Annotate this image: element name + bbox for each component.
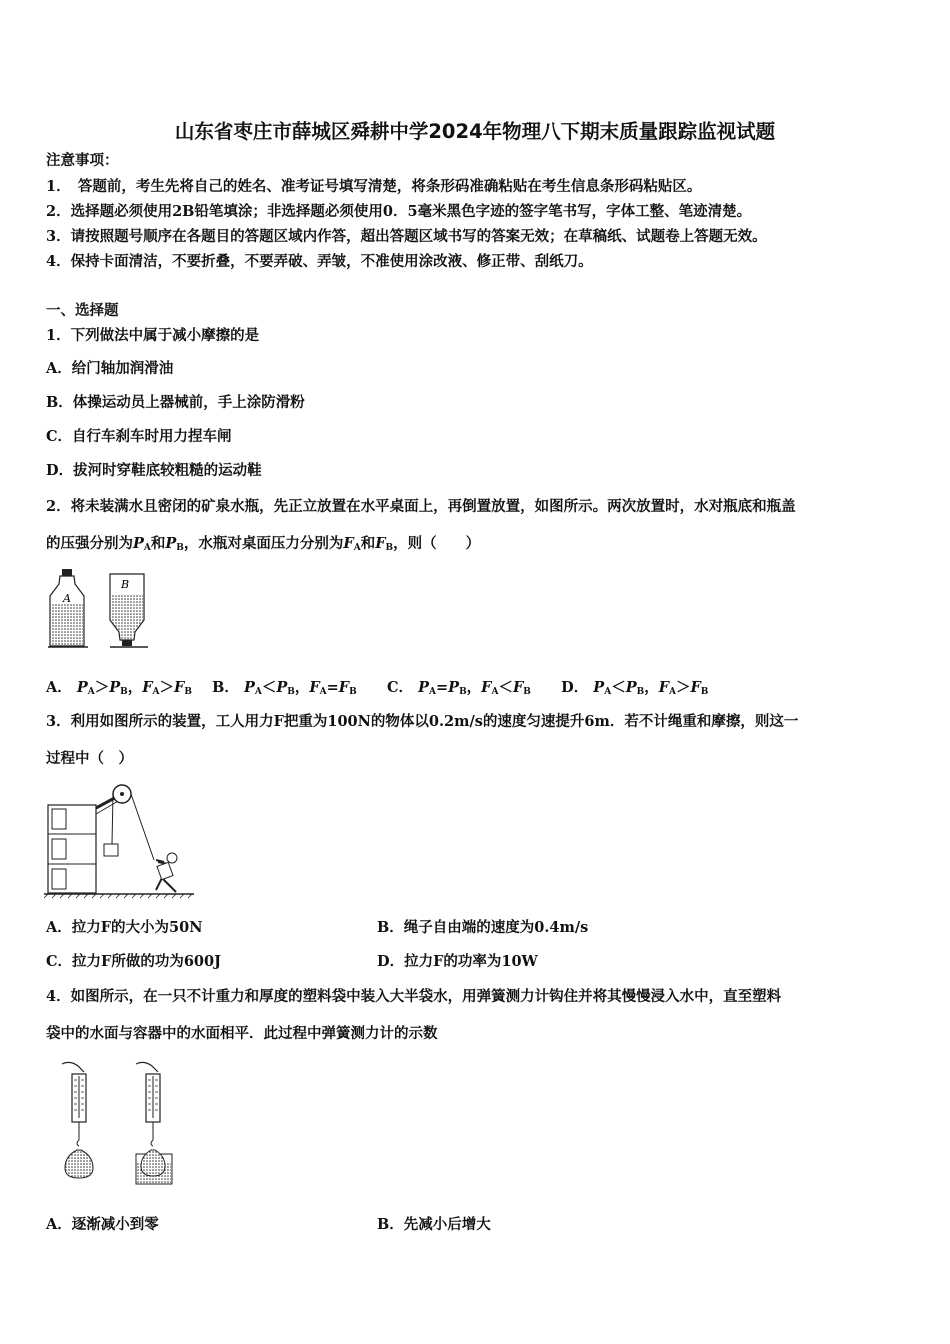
worker bbox=[167, 853, 177, 863]
question-stem-line2: 袋中的水面与容器中的水面相平．此过程中弹簧测力计的示数 bbox=[46, 1025, 438, 1042]
option-b: B．绳子自由端的速度为0.4m/s bbox=[377, 919, 589, 936]
question-stem: 1．下列做法中属于减小摩擦的是 bbox=[46, 327, 260, 344]
option-a: A．给门轴加润滑油 bbox=[46, 360, 174, 377]
option-d: D．拉力F的功率为10W bbox=[377, 953, 538, 970]
bottles-figure bbox=[46, 568, 154, 650]
option-c: C．自行车刹车时用力捏车闸 bbox=[46, 428, 232, 445]
option-a: A．拉力F的大小为50N bbox=[46, 919, 203, 936]
option-b: B． $P_A<P_B$，$F_A=F_B$ bbox=[212, 679, 357, 697]
pulley-figure bbox=[44, 780, 196, 898]
load-box bbox=[104, 844, 118, 856]
spring-scale-figure bbox=[44, 1058, 194, 1190]
question-stem: 3．利用如图所示的装置，工人用力F把重为100N的物体以0.2m/s的速度匀速提升6m．若不计绳重和摩擦，则这一 bbox=[46, 713, 799, 730]
option-a: A．逐渐减小到零 bbox=[46, 1216, 159, 1233]
section-heading: 一、选择题 bbox=[46, 302, 119, 319]
page-title: 山东省枣庄市薛城区舜耕中学2024年物理八下期末质量跟踪监视试题 bbox=[174, 120, 776, 143]
option-c: C．拉力F所做的功为600J bbox=[46, 953, 221, 970]
option-d: D．拔河时穿鞋底较粗糙的运动鞋 bbox=[46, 462, 262, 479]
question-2-options bbox=[46, 681, 708, 697]
notes-heading: 注意事项： bbox=[46, 152, 119, 169]
bottle-cap bbox=[62, 569, 72, 576]
label-b: B bbox=[121, 578, 130, 591]
question-stem-line2: 的压强分别为$P_A$和$P_B$，水瓶对桌面压力分别为$F_A$和$F_B$，则（ ） bbox=[46, 535, 481, 553]
question-stem: 4．如图所示，在一只不计重力和厚度的塑料袋中装入大半袋水，用弹簧测力计钩住并将其慢慢浸入水中，直至塑料 bbox=[46, 988, 782, 1005]
notes-item: 1． 答题前，考生先将自己的姓名、准考证号填写清楚，将条形码准确粘贴在考生信息条形码粘贴区。 bbox=[46, 178, 702, 195]
question-stem-line2: 过程中（ ） bbox=[46, 750, 133, 767]
label-a: A bbox=[63, 592, 71, 605]
water-bag bbox=[65, 1150, 93, 1178]
option-c: C． $P_A=P_B$，$F_A<F_B$ bbox=[387, 679, 531, 697]
bottle-cap bbox=[122, 640, 132, 646]
water-a bbox=[51, 604, 83, 645]
water-b bbox=[111, 594, 143, 639]
notes-item: 3．请按照题号顺序在各题目的答题区域内作答，超出答题区域书写的答案无效；在草稿纸、试题卷上答题无效。 bbox=[46, 228, 767, 245]
option-b: B．体操运动员上器械前，手上涂防滑粉 bbox=[46, 394, 305, 411]
notes-item: 2．选择题必须使用2B铅笔填涂；非选择题必须使用0．5毫米黑色字迹的签字笔书写，字体工整、笔迹清楚。 bbox=[46, 203, 752, 220]
option-b: B．先减小后增大 bbox=[377, 1216, 491, 1233]
notes-item: 4．保持卡面清洁，不要折叠，不要弄破、弄皱，不准使用涂改液、修正带、刮纸刀。 bbox=[46, 253, 593, 270]
question-stem: 2．将未装满水且密闭的矿泉水瓶，先正立放置在水平桌面上，再倒置放置，如图所示。两次放置时，水对瓶底和瓶盖 bbox=[46, 498, 796, 515]
option-a: A． $P_A>P_B$，$F_A>F_B$ bbox=[46, 679, 192, 697]
option-d: D． $P_A<P_B$，$F_A>F_B$ bbox=[561, 679, 709, 697]
